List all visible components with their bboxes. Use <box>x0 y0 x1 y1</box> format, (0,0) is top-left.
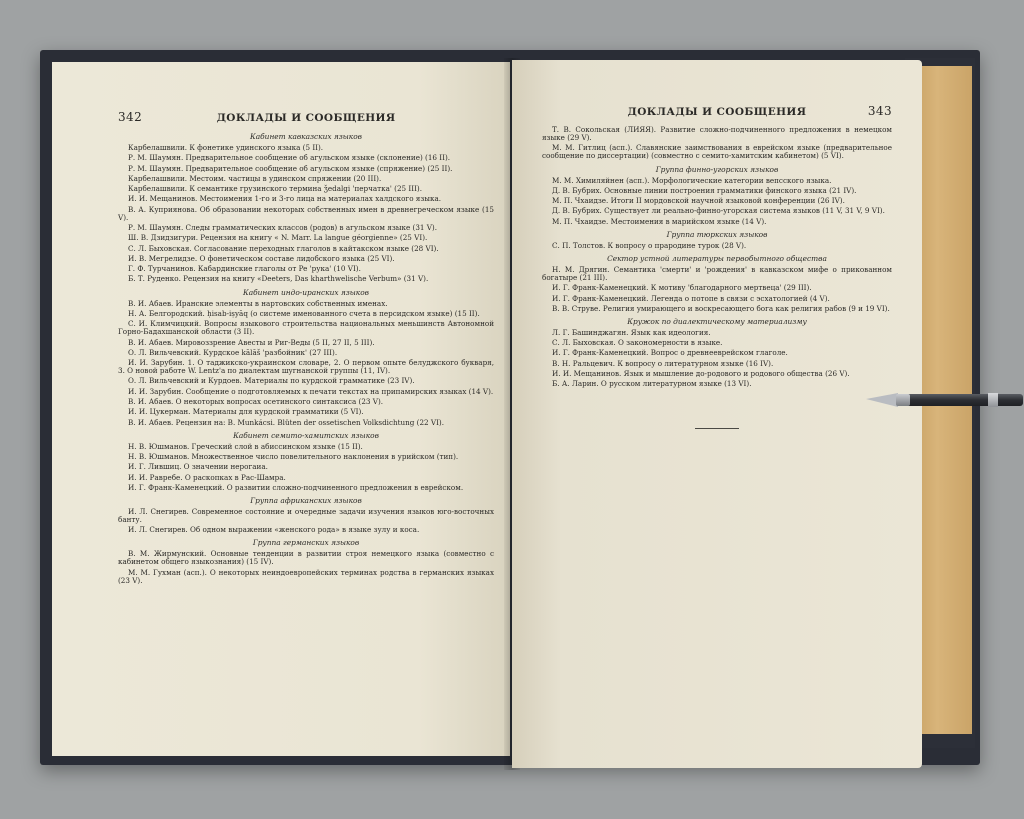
entry-line: С. И. Климчицкий. Вопросы языкового строительства национальных меньшинств Автономной Горно-Бадахшанской области (3 II). <box>118 319 494 337</box>
entry-line: В. Н. Ральцевич. К вопросу о литературном языке (16 IV). <box>552 358 774 368</box>
entry-line: В. И. Абаев. Рецензия на: B. Munkácsi. Blüten der ossetischen Volksdichtung (22 VI). <box>128 417 445 427</box>
entry-line: И. И. Равребе. О раскопках в Рас-Шамра. <box>128 472 286 482</box>
entry-line: И. Г. Франк-Каменецкий. О развитии сложно-подчиненного предложения в еврейском. <box>128 482 464 492</box>
right-running-title: ДОКЛАДЫ И СООБЩЕНИЯ <box>627 106 807 118</box>
entry-line: И. Г. Франк-Каменецкий. Легенда о потопе в связи с эсхатологией (4 V). <box>552 293 830 303</box>
entry-line: И. Г. Лившиц. О значении нерогаиа. <box>128 462 268 472</box>
entry-line: Карбелашвили. К фонетике удинского языка (5 II). <box>128 143 324 152</box>
entry-line: И. И. Мещанинов. Местоимения 1-го и 3-го лица на материалах халдского языка. <box>128 194 442 204</box>
entry-line: Карбелашвили. Местоим. частицы в удинском спряжении (20 III). <box>128 173 382 183</box>
section-title: Группа тюркских языков <box>666 229 768 239</box>
entry-line: О. Л. Вильчевский и Курдоев. Материалы по курдской грамматике (23 IV). <box>128 376 415 386</box>
entry-line: Б. Т. Руденко. Рецензия на книгу «Deeters, Das kharthwelische Verbum» (31 V). <box>128 274 429 284</box>
entry-line: И. И. Зарубин. Сообщение о подготовляемых к печати текстах на припамирских языках (14 V). <box>128 386 494 396</box>
left-page-content <box>118 132 494 585</box>
section-title: Кабинет индо-иранских языков <box>243 287 369 297</box>
entry-line: Д. В. Бубрих. Существует ли реально-финно-угорская система языков (11 V, 31 V, 9 VI). <box>552 206 885 216</box>
entry-line: М. П. Чхаидзе. Итоги II мордовской научной языковой конференции (26 IV). <box>552 196 845 206</box>
entry-line: Н. В. Юшманов. Множественное число повелительного наклонения в урийском (тип). <box>128 451 459 461</box>
entry-line: И. В. Мегрелидзе. О фонетическом составе лидобского языка (25 VI). <box>128 253 395 263</box>
entry-line: С. П. Толстов. К вопросу о прародине турок (28 V). <box>552 240 747 250</box>
section-title: Кружок по диалектическому материализму <box>627 316 807 326</box>
entry-line: М. П. Чхаидзе. Местоимения в марийском языке (14 V). <box>552 216 767 226</box>
entry-line: Р. М. Шаумян. Предварительное сообщение об агульском языке (склонение) (16 II). <box>128 153 451 163</box>
section-title: Кабинет семито-хамитских языков <box>233 430 379 440</box>
end-divider-rule <box>695 428 739 429</box>
right-page-content <box>542 165 892 389</box>
entry-line: И. И. Мещанинов. Язык и мышление до-родового и родового общества (26 V). <box>552 369 850 379</box>
entry-line: Д. В. Бубрих. Основные линии построения грамматики финского языка (21 IV). <box>552 185 857 195</box>
right-running-head <box>542 104 892 118</box>
entry-line: Г. Ф. Турчанинов. Кабардинские глаголы от Pe 'рука' (10 VI). <box>128 264 361 274</box>
entry-line: Н. М. Дрягин. Семантика 'смерти' и 'рождения' в кавказском мифе о прикованном богатыре (21 III). <box>542 264 892 282</box>
entry-line: Ш. В. Дзидзигури. Рецензия на книгу « N. Marr. La langue géorgienne» (25 VI). <box>128 233 428 243</box>
entry-line: Р. М. Шаумян. Предварительное сообщение об агульском языке (спряжение) (25 II). <box>128 163 453 173</box>
left-page <box>52 62 510 756</box>
entry-line: В. М. Жирмунский. Основные тенденции в развитии строя немецкого языка (совместно с кабинетом общего языкознания) (15 IV). <box>118 549 494 567</box>
entry-line: В. В. Струве. Религия умирающего и воскресающего бога как религия рабов (9 и 19 VI). <box>552 303 890 313</box>
entry-line: М. М. Гухман (асп.). О некоторых неиндоевропейских терминах родства в германских языках (23 V). <box>118 567 494 585</box>
section-title: Группа германских языков <box>252 538 360 548</box>
entry-line: Б. А. Ларин. О русском литературном языке (13 VI). <box>552 379 752 389</box>
entry-line: С. Л. Быховская. Согласование переходных глаголов в кайтакском языке (28 VI). <box>128 243 439 253</box>
entry-line: В. А. Куприянова. Об образовании некоторых собственных имен в древнегреческом языке (15 V). <box>118 204 494 222</box>
entry-line: И. Л. Снегирев. Современное состояние и очередные задачи изучения языков юго-восточных банту. <box>118 506 494 524</box>
entry-line: И. Г. Франк-Каменецкий. К мотиву 'благодарного мертвеца' (29 III). <box>552 283 812 293</box>
entry-line: М. М. Химиляйнен (асп.). Морфологические категории вепсского языка. <box>552 175 832 185</box>
entry-line: В. И. Абаев. О некоторых вопросах осетинского синтаксиса (23 V). <box>128 397 384 406</box>
section-title: Группа африканских языков <box>250 495 362 505</box>
entry-line: Л. Г. Башинджагян. Язык как идеология. <box>552 327 711 337</box>
entry-line: Карбелашвили. К семантике грузинского термина ǯedalgi 'перчатка' (25 III). <box>128 184 422 194</box>
entry-line: И. И. Зарубин. 1. О таджикско-украинском словаре, 2. О первом опыте белуджского букваря, 3. О новой работе W. Lentz'а по диалектам шугнанской группы (11, IV). <box>118 358 494 376</box>
left-running-head <box>118 110 494 124</box>
knife-blade-icon <box>866 393 898 407</box>
entry-line: Р. М. Шаумян. Следы грамматических классов (родов) в агульском языке (31 V). <box>128 223 438 233</box>
right-page <box>512 60 922 768</box>
entry-line: И. Л. Снегирев. Об одном выражении «женского рода» в языке зулу и коса. <box>128 525 420 535</box>
entry-line: И. Г. Франк-Каменецкий. Вопрос о древнееврейском глаголе. <box>552 348 788 358</box>
entry-line: Н. А. Белгородский. ḥisab-iṣyāq (о системе именованного счета в персидском языке) (15 II). <box>128 308 480 318</box>
entry-line: В. И. Абаев. Мировоззрение Авесты и Риг-Веды (5 II, 27 II, 5 III). <box>128 337 375 347</box>
knife-band <box>988 393 998 407</box>
entry-line: М. М. Гитлиц (асп.). Славянские заимствования в еврейском языке (предварительное сообщение по диссертации) (совместно с семито-хамитским кабинетом) (5 VI). <box>542 143 892 161</box>
right-lead-entries <box>542 126 892 161</box>
right-page-number: 343 <box>867 104 892 118</box>
entry-line: С. Л. Быховская. О закономерности в языке. <box>552 338 723 348</box>
left-page-number: 342 <box>118 110 143 124</box>
entry-line: Н. В. Юшманов. Греческий слой в абиссинском языке (15 II). <box>128 441 363 451</box>
entry-line: Т. В. Сокольская (ЛИЯЯ). Развитие сложно-подчиненного предложения в немецком языке (29 V). <box>542 125 892 143</box>
section-title: Кабинет кавказских языков <box>250 132 362 141</box>
entry-line: О. Л. Вильчевский. Курдское kālāš 'разбойник' (27 III). <box>128 347 338 357</box>
left-running-title: ДОКЛАДЫ И СООБЩЕНИЯ <box>216 112 396 124</box>
knife-handle <box>905 394 1023 406</box>
knife-collar <box>896 394 910 406</box>
entry-line: В. И. Абаев. Иранские элементы в нартовских собственных именах. <box>128 298 388 308</box>
section-title: Сектор устной литературы первобытного общества <box>607 253 827 263</box>
entry-line: И. И. Цукерман. Материалы для курдской грамматики (5 VI). <box>128 407 364 417</box>
section-title: Группа финно-угорских языков <box>655 164 779 174</box>
